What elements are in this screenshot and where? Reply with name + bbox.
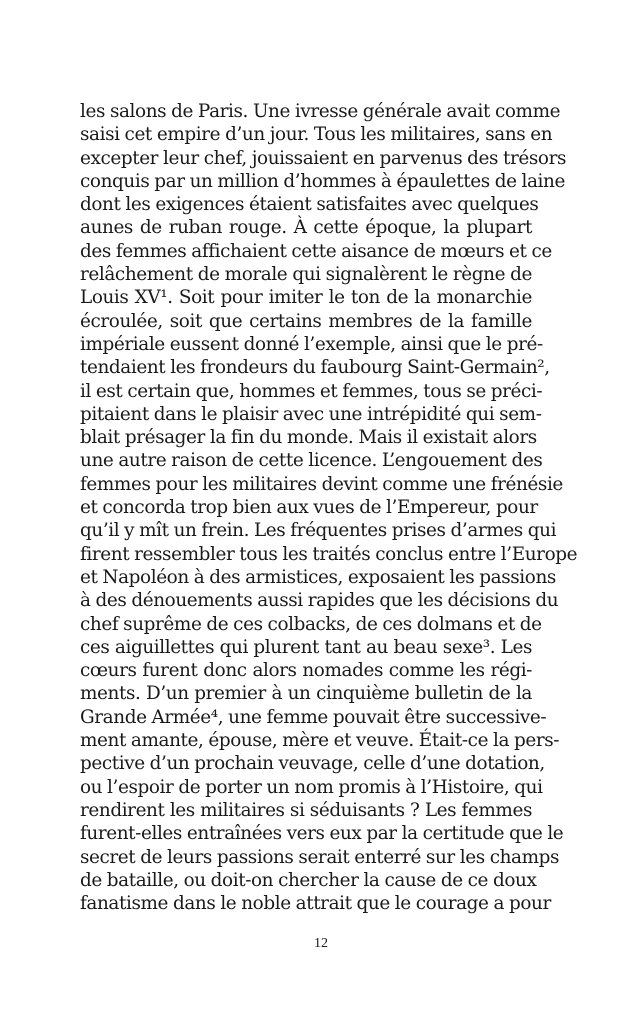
text-line-31: rendirent les militaires si séduisants ? Les femmes	[80, 799, 532, 821]
page-number: 12	[314, 936, 328, 951]
text-line-17: femmes pour les militaires devint comme une frénésie	[80, 473, 563, 495]
text-line-34: de bataille, ou doit-on chercher la cause de ce doux	[80, 869, 537, 891]
text-line-23: chef suprême de ces colbacks, de ces dolmans et de	[80, 613, 542, 635]
text-line-19: qu’il y mît un frein. Les fréquentes prises d’armes qui	[80, 520, 557, 542]
text-line-14: pitaient dans le plaisir avec une intrépidité qui sem-	[80, 403, 542, 425]
text-line-3: excepter leur chef, jouissaient en parvenus des trésors	[80, 147, 567, 169]
text-line-11: impériale eussent donné l’exemple, ainsi que le pré-	[80, 333, 543, 355]
text-line-26: ments. D’un premier à un cinquième bulletin de la	[80, 683, 532, 705]
text-line-33: secret de leurs passions serait enterré sur les champs	[80, 846, 560, 868]
text-line-2: saisi cet empire d’un jour. Tous les militaires, sans en	[80, 124, 553, 146]
text-line-21: et Napoléon à des armistices, exposaient les passions	[80, 566, 556, 588]
text-line-22: à des dénouements aussi rapides que les décisions du	[80, 590, 559, 612]
text-line-8: relâchement de morale qui signalèrent le règne de	[80, 264, 532, 286]
text-line-15: blait présager la fin du monde. Mais il existait alors	[80, 427, 537, 449]
text-line-32: furent-elles entraînées vers eux par la certitude que le	[80, 823, 564, 845]
text-line-12: tendaient les frondeurs du faubourg Saint-Germain²,	[80, 357, 550, 379]
text-line-7: des femmes affichaient cette aisance de mœurs et ce	[80, 240, 552, 262]
text-line-9: Louis XV¹. Soit pour imiter le ton de la monarchie	[80, 287, 532, 309]
text-line-35: fanatisme dans le noble attrait que le courage a pour	[80, 893, 551, 915]
text-line-10: écroulée, soit que certains membres de la famille	[80, 310, 532, 332]
text-line-6: aunes de ruban rouge. À cette époque, la plupart	[80, 217, 532, 239]
text-line-20: firent ressembler tous les traités conclus entre l’Europe	[80, 543, 578, 565]
text-line-18: et concorda trop bien aux vues de l’Empereur, pour	[80, 497, 538, 519]
text-line-25: cœurs furent donc alors nomades comme les régi-	[80, 660, 532, 682]
text-line-28: ment amante, épouse, mère et veuve. Était-ce la pers-	[80, 730, 560, 752]
text-line-30: ou l’espoir de porter un nom promis à l’Histoire, qui	[80, 776, 543, 798]
text-line-29: pective d’un prochain veuvage, celle d’une dotation,	[80, 753, 545, 775]
text-line-4: conquis par un million d’hommes à épaulettes de laine	[80, 170, 565, 192]
text-line-27: Grande Armée⁴, une femme pouvait être successive-	[80, 706, 547, 728]
body-text	[80, 100, 578, 915]
text-line-16: une autre raison de cette licence. L’engouement des	[80, 450, 543, 472]
text-line-13: il est certain que, hommes et femmes, tous se préci-	[80, 380, 543, 402]
text-line-24: ces aiguillettes qui plurent tant au beau sexe³. Les	[80, 636, 532, 658]
text-line-5: dont les exigences étaient satisfaites avec quelques	[80, 194, 539, 216]
text-line-1: les salons de Paris. Une ivresse générale avait comme	[80, 101, 561, 122]
